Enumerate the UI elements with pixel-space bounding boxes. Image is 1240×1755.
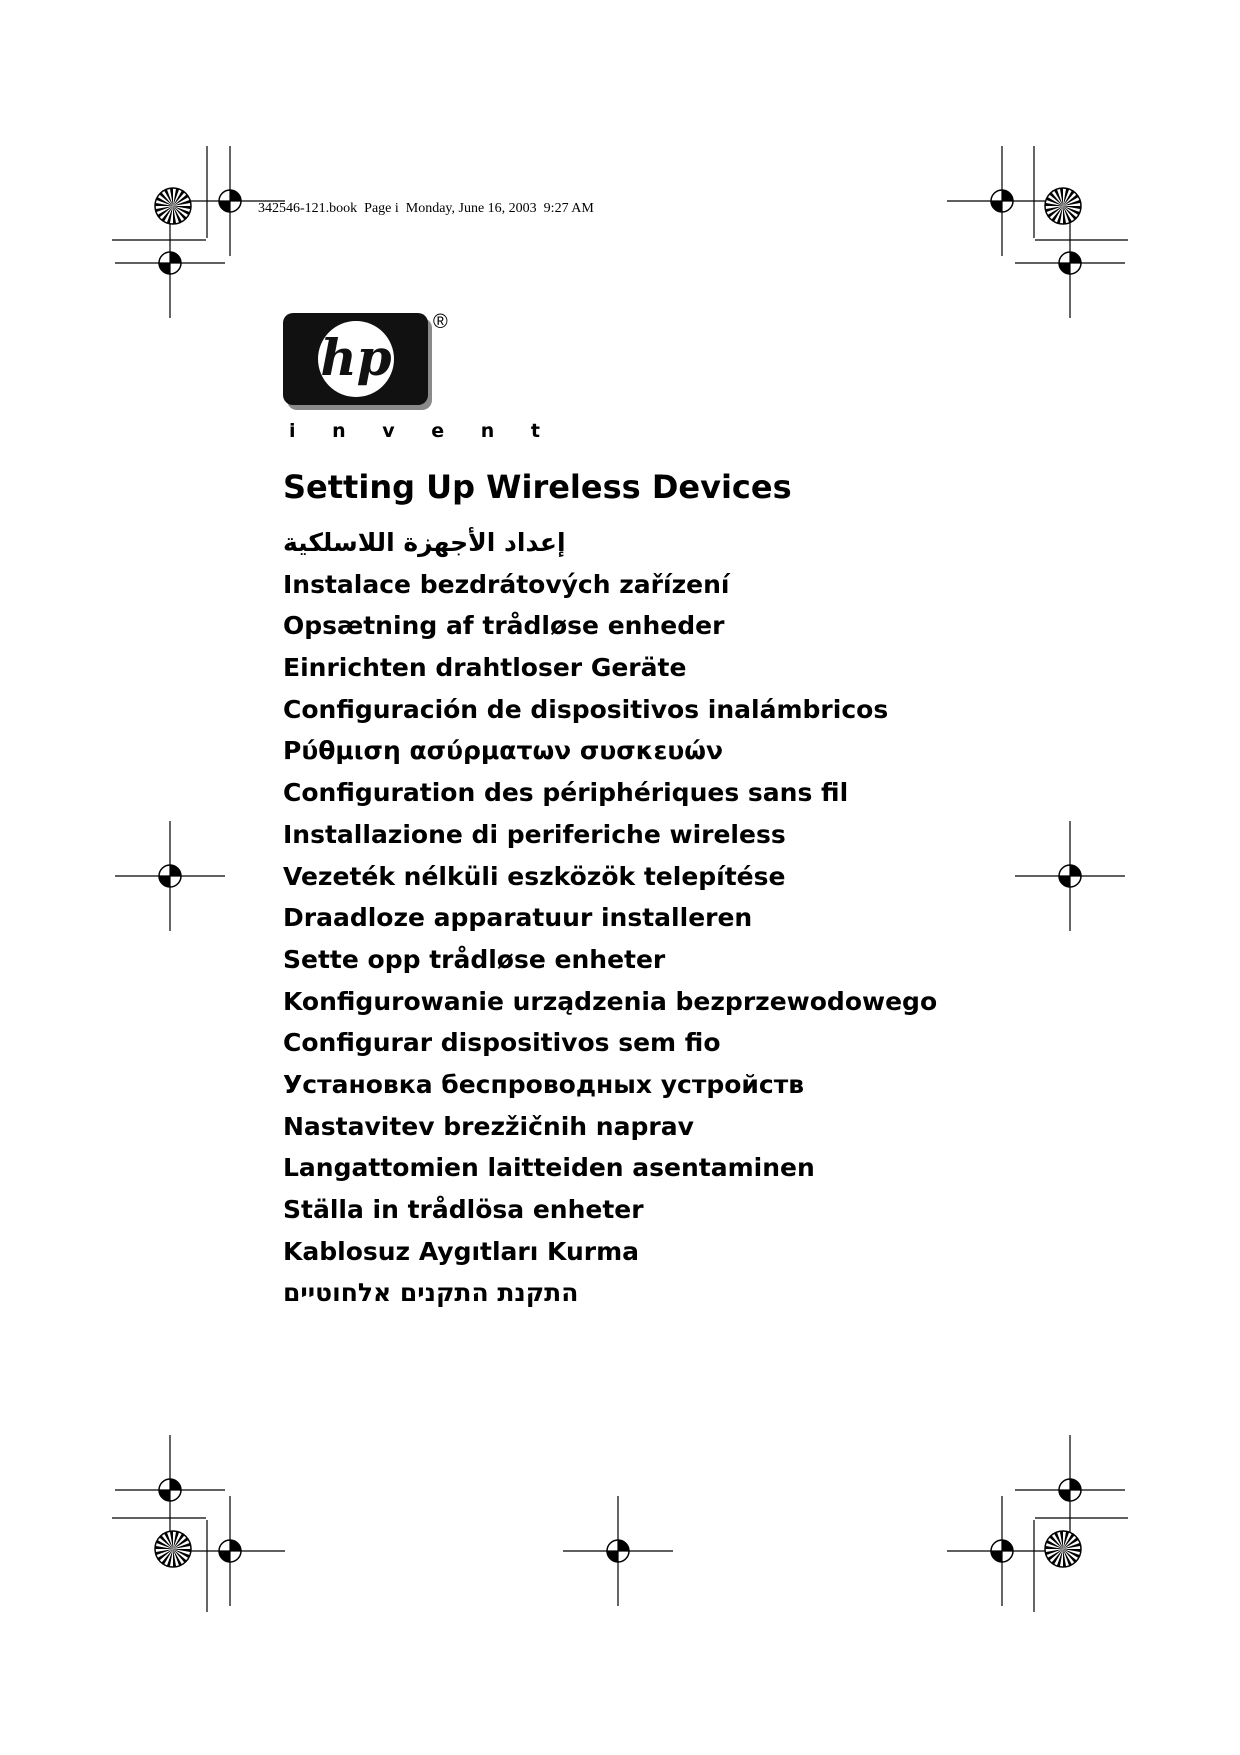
starburst-top-left-icon [155, 188, 191, 224]
title-swedish: Ställa in trådlösa enheter [283, 1195, 644, 1224]
crosshair-bottom-right-icon [947, 1496, 1057, 1606]
page-title: Setting Up Wireless Devices [283, 468, 792, 506]
tagline: i n v e n t [289, 420, 555, 442]
title-greek: Ρύθμιση ασύρματων συσκευών [283, 736, 724, 766]
title-slovenian: Nastavitev brezžičnih naprav [283, 1111, 694, 1141]
title-french: Configuration des périphériques sans fil [283, 778, 849, 808]
crosshair-bottom-center-icon [563, 1496, 673, 1606]
crosshair-lower-left-icon [115, 1435, 225, 1545]
crosshair-mid-left-icon [115, 821, 225, 931]
title-danish: Opsætning af trådløse enheder [283, 611, 725, 641]
crosshair-upper-right-icon [1015, 208, 1125, 318]
title-turkish: Kablosuz Aygıtları Kurma [283, 1236, 640, 1266]
title-german: Einrichten drahtloser Geräte [283, 653, 687, 683]
title-czech: Instalace bezdrátových zařízení [283, 569, 730, 599]
title-arabic: إعداد الأجهزة اللاسلكية [283, 528, 566, 557]
title-portuguese: Configurar dispositivos sem fio [283, 1028, 721, 1058]
starburst-bottom-left-icon [155, 1531, 191, 1567]
hp-logo-mark-icon [283, 313, 428, 405]
title-norwegian: Sette opp trådløse enheter [283, 944, 666, 974]
title-russian: Установка беспроводных устройств [283, 1069, 805, 1099]
title-hebrew: התקנת התקנים אלחוטיים [283, 1278, 579, 1308]
title-polish: Konfigurowanie urządzenia bezprzewodowego [283, 986, 938, 1016]
registered-mark: ® [433, 311, 448, 333]
starburst-bottom-right-icon [1045, 1531, 1081, 1567]
translated-titles-list [283, 522, 1083, 1314]
title-dutch: Draadloze apparatuur installeren [283, 903, 753, 933]
starburst-top-right-icon [1045, 188, 1081, 224]
title-italian: Installazione di periferiche wireless [283, 819, 786, 849]
svg-text:hp: hp [320, 328, 392, 387]
title-finnish: Langattomien laitteiden asentaminen [283, 1153, 815, 1183]
title-spanish: Configuración de dispositivos inalámbricos [283, 694, 889, 724]
header-slug: 342546-121.book Page i Monday, June 16, 2003 9:27 AM [258, 201, 594, 216]
title-hungarian: Vezeték nélküli eszközök telepítése [283, 861, 786, 891]
crosshair-lower-right-icon [1015, 1435, 1125, 1545]
